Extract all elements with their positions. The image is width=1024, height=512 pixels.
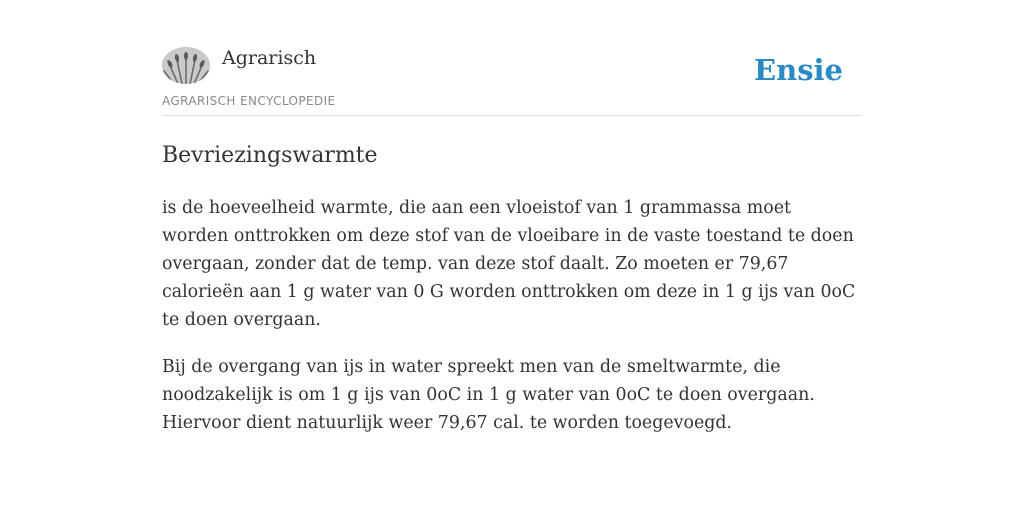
paragraph: is de hoeveelheid warmte, die aan een vloeistof van 1 grammassa moet worden onttrokken om deze stof van de vloeibare in de vaste toestand te doen overgaan, zonder dat de temp. van deze stof daalt. Zo moeten er 79,67 calorieën aan 1 g water van 0 G worden onttrokken om deze in 1 g ijs van 0oC te doen overgaan. [162,198,856,330]
category-label: AGRARISCH ENCYCLOPEDIE [162,94,336,108]
article-header [162,44,862,116]
paragraph: Bij de overgang van ijs in water spreekt men van de smeltwarmte, die noodzakelijk is om 1 g ijs van 0oC in 1 g water van 0oC te doen overgaan. Hiervoor dient natuurlijk weer 79,67 cal. te worden toegevoegd. [162,357,815,433]
article-container [162,44,862,456]
brand-logo-link[interactable]: Ensie [754,53,843,87]
page-title: Bevriezingswarmte [162,143,378,168]
article-body [162,194,862,437]
wheat-icon[interactable] [162,47,210,84]
source-name-link[interactable]: Agrarisch [222,47,317,69]
